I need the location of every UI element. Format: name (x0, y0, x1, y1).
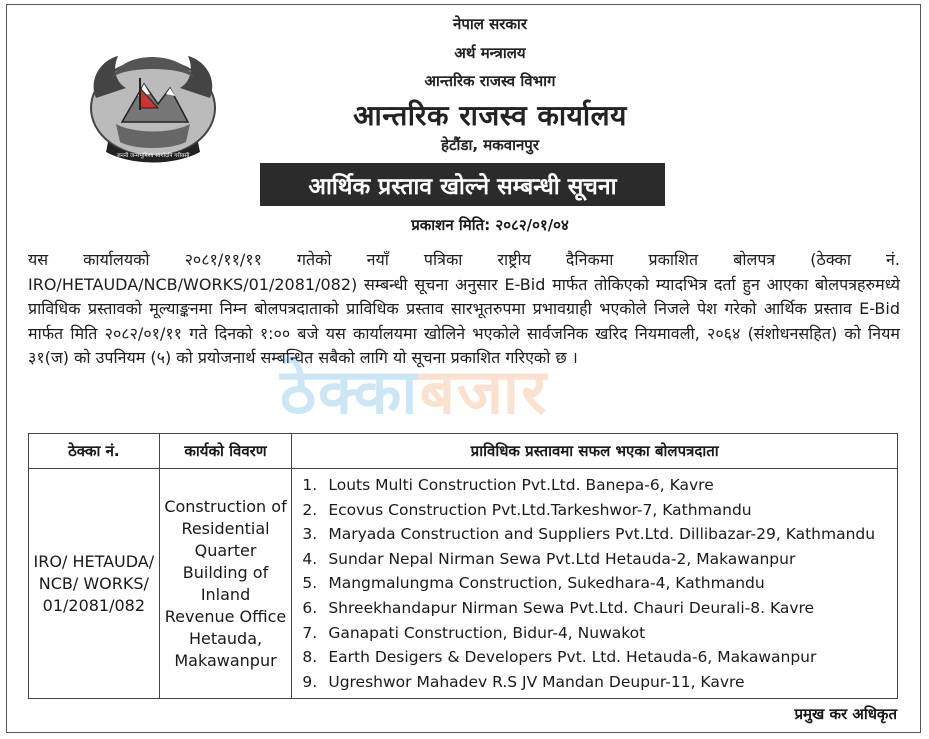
bidder-list (302, 473, 897, 694)
nepal-government-emblem-icon (82, 38, 224, 164)
bidder-number: 9. (302, 672, 318, 691)
list-item (302, 670, 897, 695)
notice-title-banner: आर्थिक प्रस्ताव खोल्ने सम्बन्धी सूचना (260, 163, 665, 206)
ministry-heading: अर्थ मन्त्रालय (454, 44, 526, 62)
signatory: प्रमुख कर अधिकृत (794, 705, 897, 723)
bidder-name: Earth Desigers & Developers Pvt. Ltd. Hetauda-6, Makawanpur (328, 648, 817, 667)
header-contract-no: ठेक्का नं. (29, 434, 160, 469)
department-heading: आन्तरिक राजस्व विभाग (424, 72, 556, 90)
list-item (302, 547, 897, 572)
bidders-cell (292, 469, 898, 699)
notice-body: यस कार्यालयको २०८१/११/११ गतेको नयाँ पत्रिका राष्ट्रीय दैनिकमा प्रकाशित बोलपत्र (ठेक्का नं. IRO/HETAUDA/NCB/WORKS/01/2081/082) सम्बन्धी सूचना अनुसार E-Bid मार्फत तोकिएको म्यादभित्र दर्ता हुन आएका बोलपत्रहरुमध्ये प्राविधिक प्रस्तावको मूल्याङ्कनमा निम्न बोलपत्रदाताको प्राविधिक प्रस्ताव सारभूतरुपमा प्रभावग्राही भएकोले निजले पेश गरेको आर्थिक प्रस्ताव E-Bid मार्फत मिति २०८२/०१/११ गते दिनको १:०० बजे यस कार्यालयमा खोलिने भएकोले सार्वजनिक खरिद नियमावली, २०६४ (संशोधनसहित) को नियम ३१(ज) को उपनियम (५) को प्रयोजनार्थ सम्बन्धित सबैको लागि यो सूचना प्रकाशित गरिएको छ । (28, 250, 900, 368)
header-work-description: कार्यको विवरण (159, 434, 292, 469)
bidder-name: Ecovus Construction Pvt.Ltd.Tarkeshwor-7, Kathmandu (328, 500, 752, 519)
contract-no-cell: IRO/ HETAUDA/ NCB/ WORKS/ 01/2081/082 (29, 469, 160, 699)
bidder-number: 4. (302, 549, 318, 568)
table-header-row (29, 434, 898, 469)
list-item (302, 621, 897, 646)
watermark-part-1: ठेक्का (280, 355, 420, 428)
bidder-number: 6. (302, 598, 318, 617)
government-heading: नेपाल सरकार (453, 15, 527, 33)
list-item (302, 498, 897, 523)
bidder-name: Louts Multi Construction Pvt.Ltd. Banepa-6, Kavre (328, 476, 714, 494)
bidder-name: Shreekhandapur Nirman Sewa Pvt.Ltd. Chauri Deurali-8. Kavre (328, 598, 815, 617)
header-bidders: प्राविधिक प्रस्तावमा सफल भएका बोलपत्रदाता (292, 434, 898, 469)
bidder-number: 5. (302, 574, 318, 593)
list-item (302, 473, 897, 498)
list-item (302, 645, 897, 670)
bidder-name: Maryada Construction and Suppliers Pvt.Ltd. Dillibazar-29, Kathmandu (328, 525, 876, 544)
bidder-name: Ganapati Construction, Bidur-4, Nuwakot (328, 623, 646, 642)
publication-date: प्रकाशन मिति: २०८२/०१/०४ (411, 216, 569, 234)
bidder-name: Sundar Nepal Nirman Sewa Pvt.Ltd Hetauda-2, Makawanpur (328, 549, 796, 568)
office-heading: आन्तरिक राजस्व कार्यालय (353, 99, 627, 132)
list-item (302, 522, 897, 547)
location-heading: हेटौंडा, मकवानपुर (441, 136, 539, 154)
svg-text:जननी जन्मभूमिश्च स्वर्गादपि गर: जननी जन्मभूमिश्च स्वर्गादपि गरीयसी (116, 153, 190, 159)
list-item (302, 596, 897, 621)
table-row (29, 469, 898, 699)
bidder-name: Ugreshwor Mahadev R.S JV Mandan Deupur-11, Kavre (328, 672, 745, 691)
bidder-number: 2. (302, 500, 318, 519)
bidder-number: 8. (302, 648, 318, 667)
bidder-number: 7. (302, 623, 318, 642)
list-item (302, 571, 897, 596)
work-description-cell: Construction of Residential Quarter Building of Inland Revenue Office Hetauda, Makawanpur (159, 469, 292, 699)
bidder-name: Mangmalungma Construction, Sukedhara-4, Kathmandu (328, 574, 765, 593)
watermark-part-2: बजार (419, 355, 549, 428)
bidder-number: 1. (302, 476, 318, 494)
bidder-number: 3. (302, 525, 318, 544)
bidders-table (28, 433, 898, 699)
